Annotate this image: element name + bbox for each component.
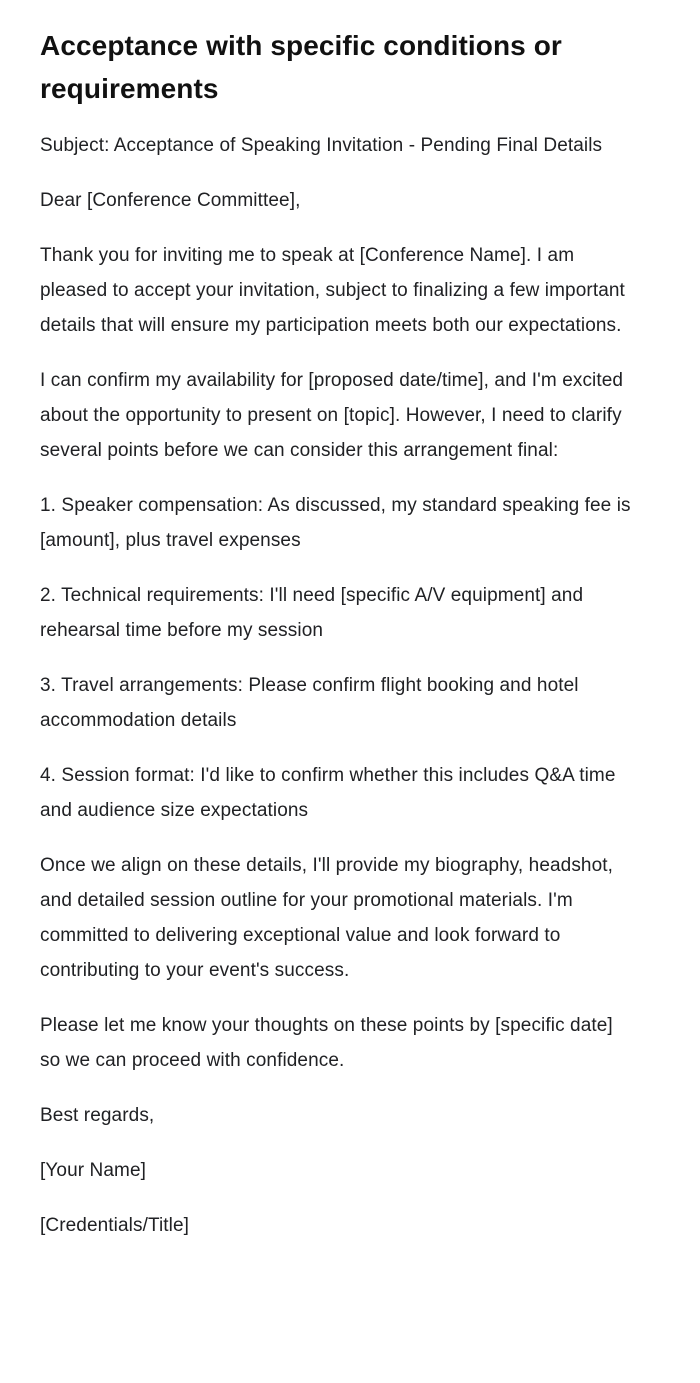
list-item-technical: 2. Technical requirements: I'll need [specific A/V equipment] and rehearsal time before my session	[40, 585, 584, 641]
closing-line: Best regards,	[40, 1105, 155, 1126]
paragraph-deadline: Please let me know your thoughts on these points by [specific date] so we can proceed with confidence.	[40, 1015, 613, 1071]
signature-credentials: [Credentials/Title]	[40, 1215, 190, 1236]
document-body	[40, 128, 634, 1243]
signature-name: [Your Name]	[40, 1160, 147, 1181]
list-item-compensation: 1. Speaker compensation: As discussed, my standard speaking fee is [amount], plus travel expenses	[40, 495, 631, 551]
greeting-line: Dear [Conference Committee],	[40, 190, 301, 211]
paragraph-availability: I can confirm my availability for [proposed date/time], and I'm excited about the opportunity to present on [topic]. However, I need to clarify several points before we can consider this arrangement final:	[40, 370, 624, 461]
paragraph-alignment: Once we align on these details, I'll provide my biography, headshot, and detailed session outline for your promotional materials. I'm committed to delivering exceptional value and look forward to contributing to your event's success.	[40, 855, 614, 981]
list-item-session-format: 4. Session format: I'd like to confirm whether this includes Q&A time and audience size expectations	[40, 765, 616, 821]
page-title: Acceptance with specific conditions or requirements	[40, 30, 562, 104]
paragraph-intro: Thank you for inviting me to speak at [Conference Name]. I am pleased to accept your invitation, subject to finalizing a few important details that will ensure my participation meets both our expectations.	[40, 245, 625, 336]
list-item-travel: 3. Travel arrangements: Please confirm flight booking and hotel accommodation details	[40, 675, 579, 731]
subject-line: Subject: Acceptance of Speaking Invitation - Pending Final Details	[40, 135, 603, 156]
